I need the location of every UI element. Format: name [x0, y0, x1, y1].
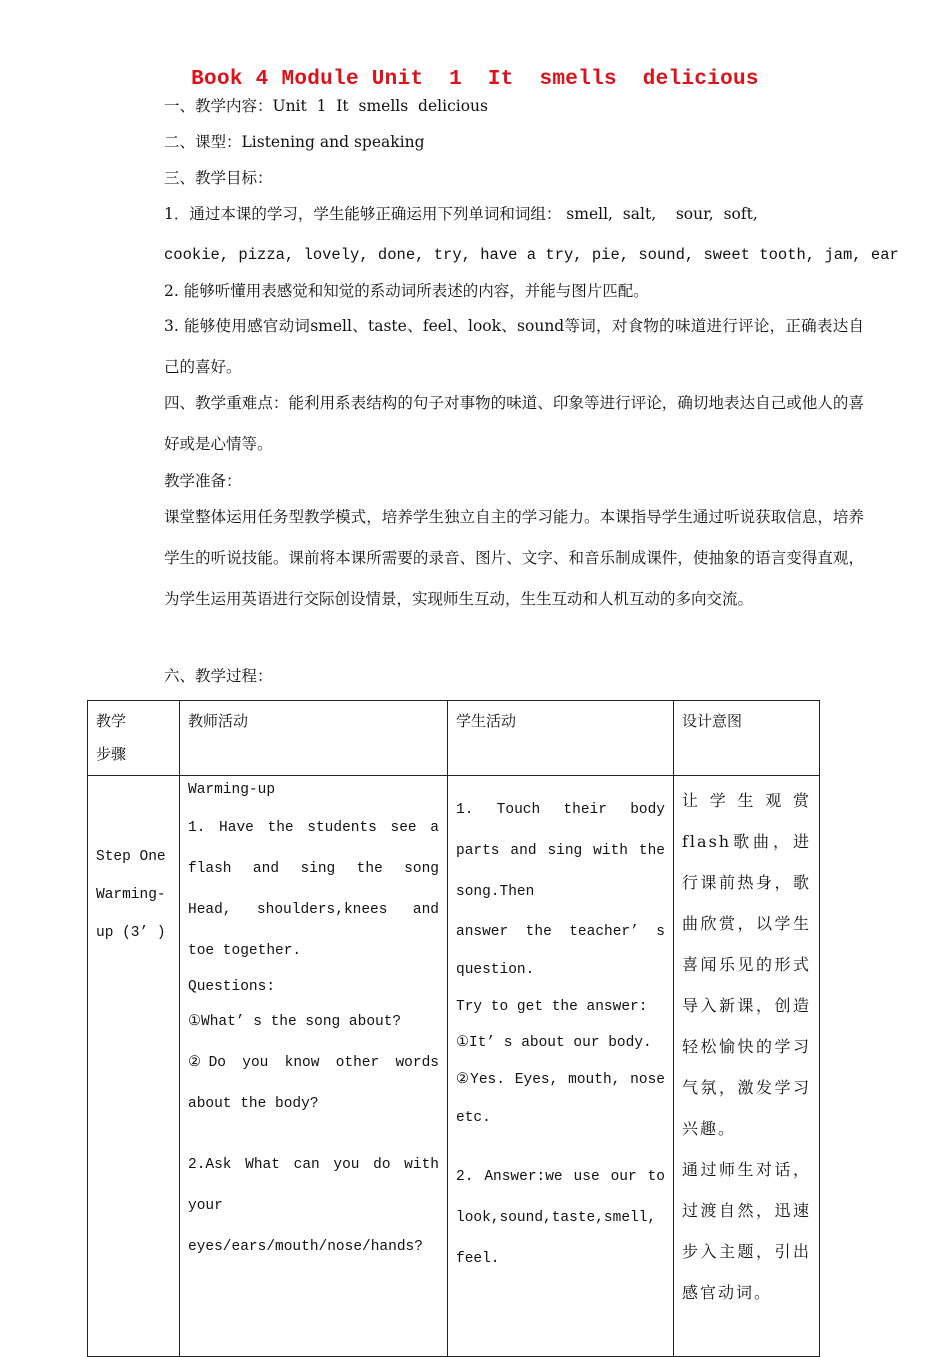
step-name: Step One — [96, 849, 166, 865]
design-intent-1: 让学生观赏flash歌曲，进行课前热身，歌曲欣赏，以学生喜闻乐见的形式导入新课，创造轻松愉快的学习气氛，激发学习兴趣。 — [682, 791, 811, 1138]
lesson-type: 二、课型：Listening and speaking — [164, 133, 425, 151]
teacher-activity-5: ②Do you know other words about the body? — [188, 1055, 439, 1112]
goal-1-line-b: cookie, pizza, lovely, done, try, have a try, pie, sound, sweet tooth, jam, ear — [164, 246, 899, 264]
key-points: 四、教学重难点：能利用系表结构的句子对事物的味道、印象等进行评论，确切地表达自己或他人的喜好或是心情等。 — [164, 394, 864, 453]
prep-heading: 教学准备： — [164, 472, 242, 490]
header-step-a: 教学 — [96, 712, 127, 730]
step-detail: Warming-up (3’ ) — [96, 887, 166, 941]
document-title: Book 4 Module Unit 1 It smells delicious — [191, 68, 759, 91]
process-table — [87, 700, 820, 1357]
header-student-label: 学生活动 — [456, 712, 517, 730]
header-intent — [674, 701, 820, 776]
teacher-activity-cell — [180, 776, 448, 1357]
spacer — [188, 1125, 439, 1145]
teaching-content: 一、教学内容：Unit 1 It smells delicious — [164, 97, 488, 115]
student-activity-3: Try to get the answer: — [456, 999, 648, 1015]
teacher-activity-4: ①What’ s the song about? — [188, 1014, 402, 1030]
student-activity-4: ①It’ s about our body. — [456, 1035, 652, 1051]
teacher-activity-2: 1. Have the students see a flash and sing the song Head, shoulders,knees and toe together. — [188, 820, 439, 959]
header-teacher — [180, 701, 448, 776]
student-activity-6: 2. Answer:we use our to look,sound,taste,smell, feel. — [456, 1169, 665, 1267]
teacher-activity-3: Questions: — [188, 979, 276, 995]
student-activity-1: 1. Touch their body parts and sing with the song.Then — [456, 802, 665, 900]
header-student — [448, 701, 674, 776]
student-activity-5: ②Yes. Eyes, mouth, nose etc. — [456, 1072, 665, 1126]
header-intent-label: 设计意图 — [682, 712, 743, 730]
process-heading: 六、教学过程： — [164, 667, 273, 685]
step-cell — [88, 776, 180, 1357]
teacher-activity-6: 2.Ask What can you do with your eyes/ears/mouth/nose/hands? — [188, 1157, 439, 1255]
student-activity-cell — [448, 776, 674, 1357]
table-row — [88, 776, 820, 1357]
student-activity-2: answer the teacher’ s question. — [456, 924, 665, 978]
goals-heading: 三、教学目标： — [164, 169, 273, 187]
spacer — [456, 1137, 665, 1157]
design-intent-cell — [674, 776, 820, 1357]
table-header-row — [88, 701, 820, 776]
teacher-activity-1: Warming-up — [188, 782, 276, 798]
header-step — [88, 701, 180, 776]
goal-2: 2. 能够听懂用表感觉和知觉的系动词所表述的内容，并能与图片匹配。 — [164, 282, 649, 300]
design-intent-2: 通过师生对话，过渡自然，迅速步入主题，引出感官动词。 — [682, 1160, 811, 1302]
prep-text: 课堂整体运用任务型教学模式，培养学生独立自主的学习能力。本课指导学生通过听说获取信息，培养学生的听说技能。课前将本课所需要的录音、图片、文字、和音乐制成课件，使抽象的语言变得直观，为学生运用英语进行交际创设情景，实现师生互动，生生互动和人机互动的多向交流。 — [164, 508, 864, 608]
goal-1-line-a: 1．通过本课的学习，学生能够正确运用下列单词和词组： smell, salt, sour, soft, — [164, 205, 758, 223]
header-teacher-label: 教师活动 — [188, 712, 249, 730]
goal-3: 3. 能够使用感官动词smell、taste、feel、look、sound等词，对食物的味道进行评论，正确表达自己的喜好。 — [164, 317, 864, 376]
header-step-b: 步骤 — [96, 745, 127, 763]
